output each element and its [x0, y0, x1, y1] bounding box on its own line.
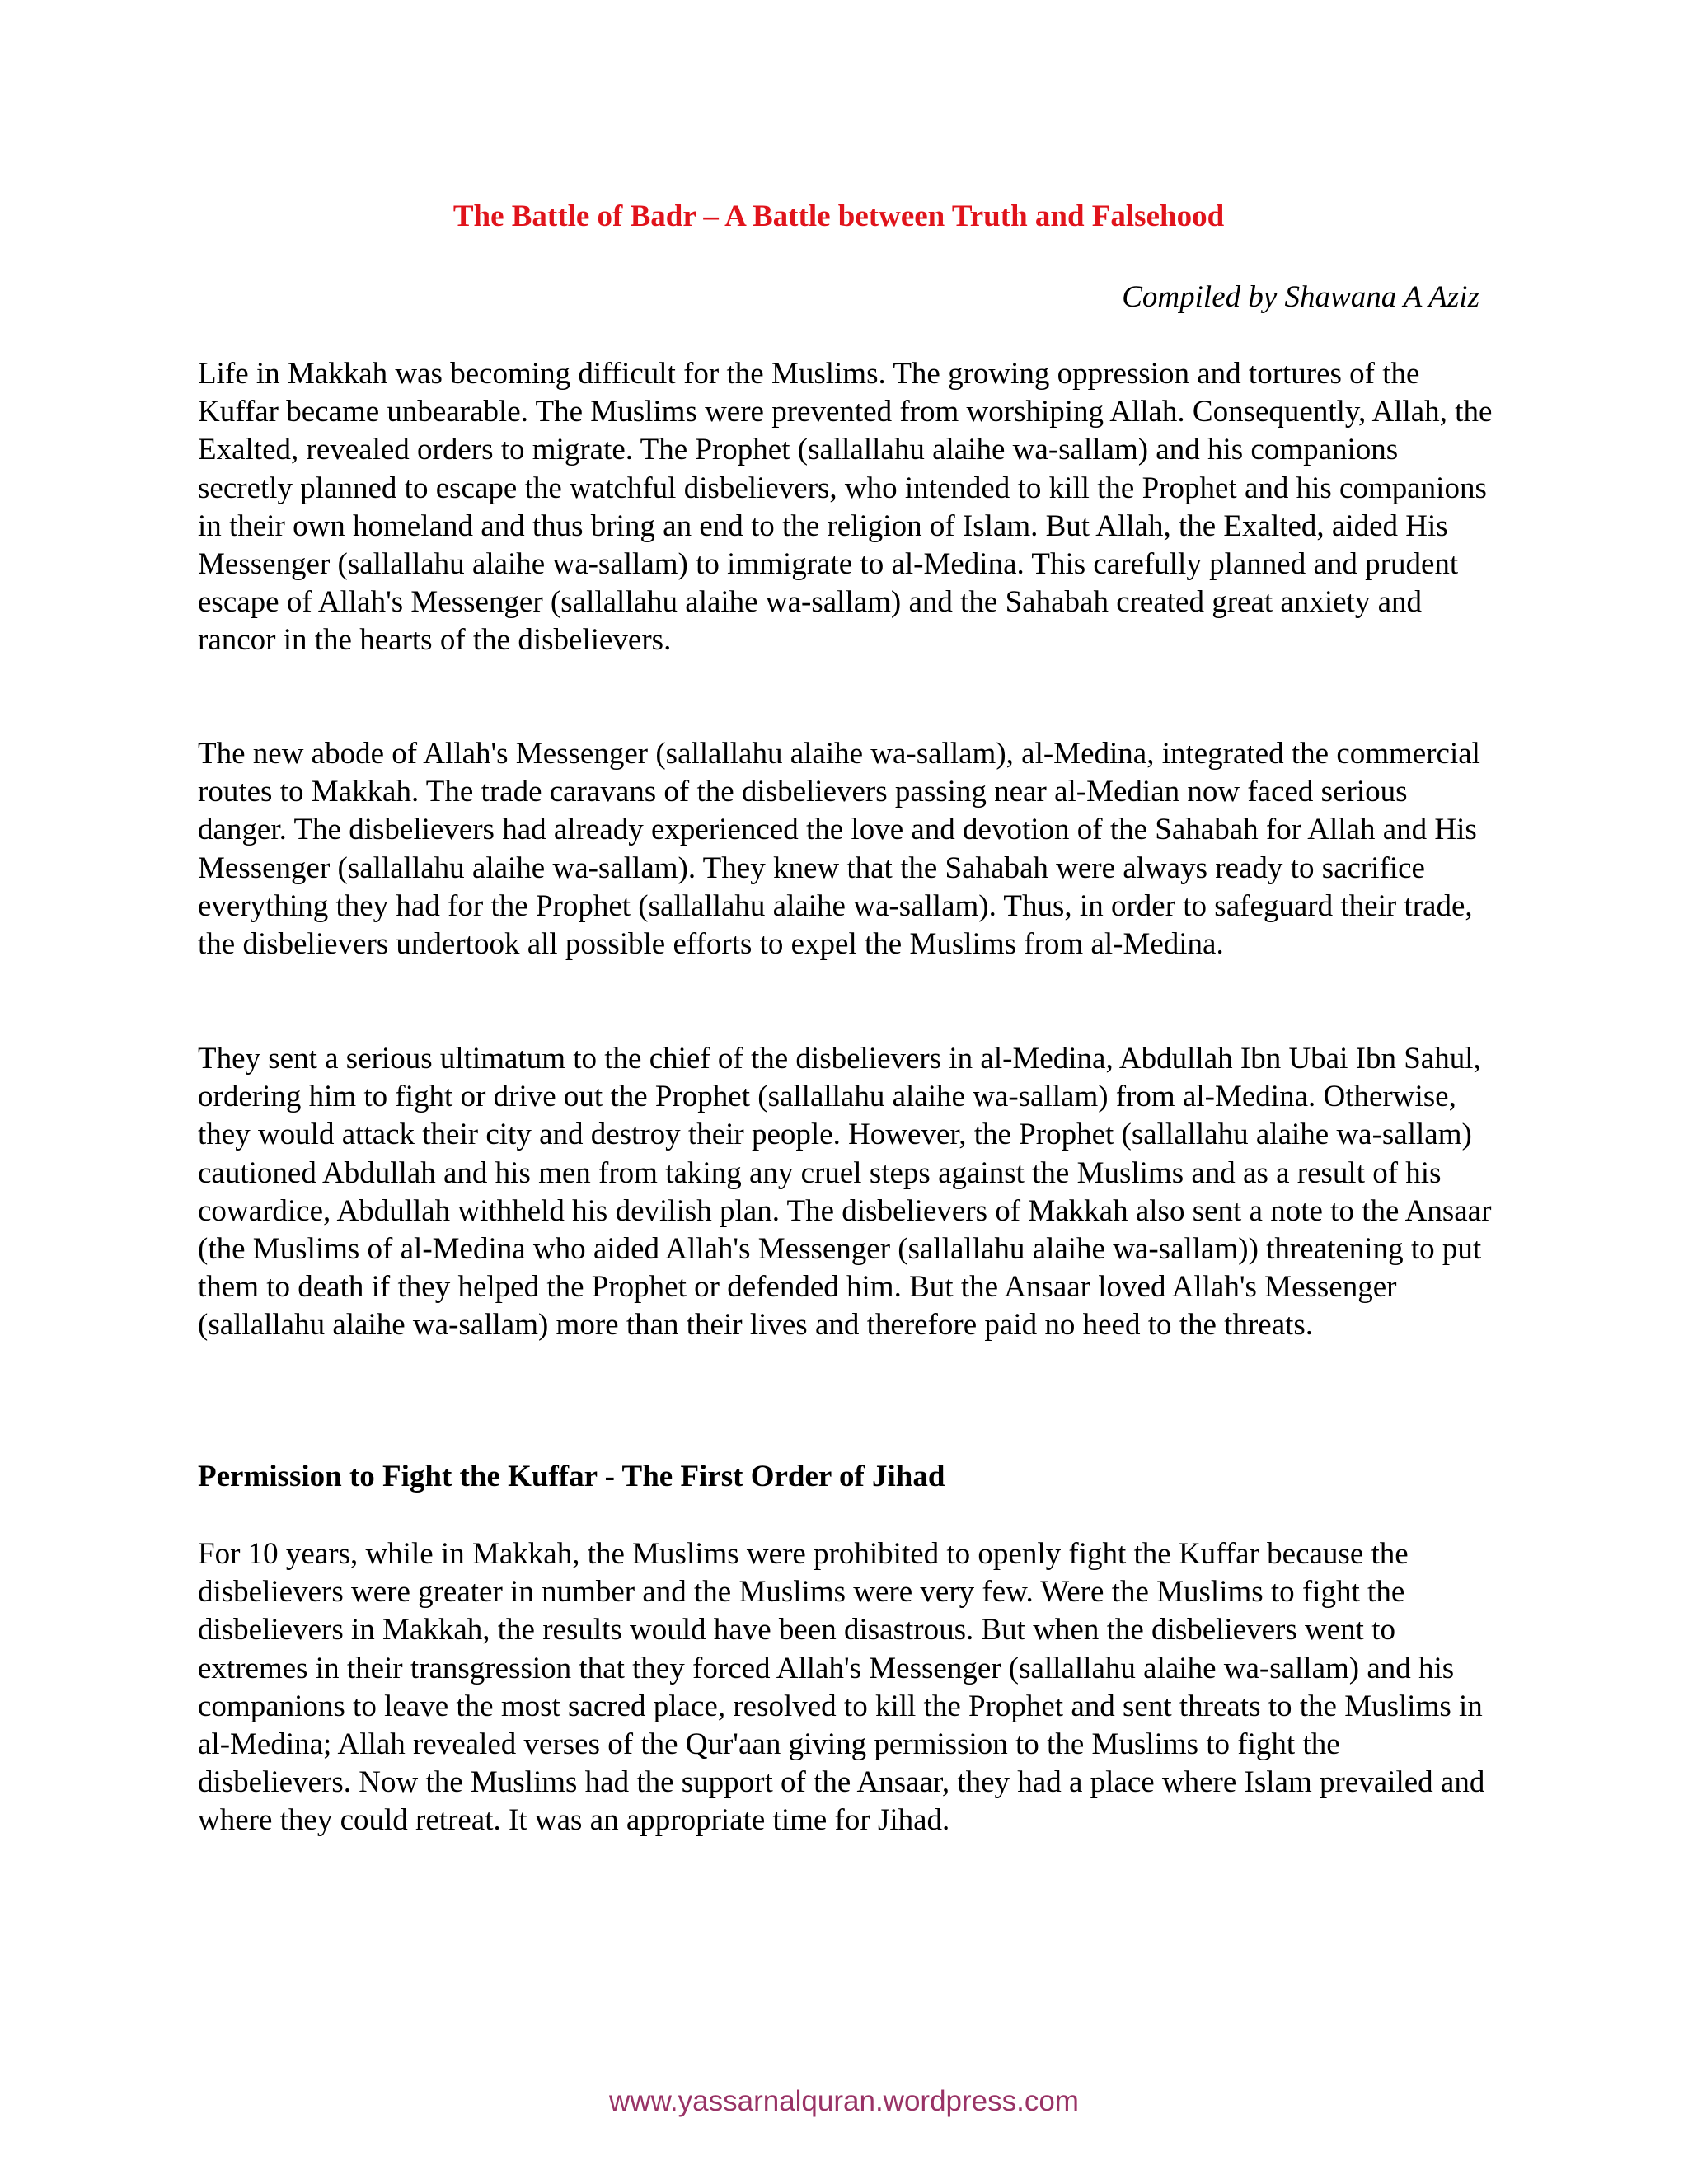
footer-url[interactable]: www.yassarnalquran.wordpress.com [609, 2085, 1079, 2117]
body-paragraph: The new abode of Allah's Messenger (sallallahu alaihe wa-sallam), al-Medina, integrated the commercial routes to Makkah. The trade caravans of the disbelievers passing near al-Median now faced serious danger. The disbelievers had already experienced the love and devotion of the Sahabah for Allah and His Messenger (sallallahu alaihe wa-sallam). They knew that the Sahabah were always ready to sacrifice everything they had for the Prophet (sallallahu alaihe wa-sallam). Thus, in order to safeguard their trade, the disbelievers undertook all possible efforts to expel the Muslims from al-Medina. [198, 737, 1480, 962]
body-paragraph: They sent a serious ultimatum to the chief of the disbelievers in al-Medina, Abdullah Ibn Ubai Ibn Sahul, ordering him to fight or drive out the Prophet (sallallahu alaihe wa-sallam) from al-Medina. Otherwise, they would attack their city and destroy their people. However, the Prophet (sallallahu alaihe wa-sallam) cautioned Abdullah and his men from taking any cruel steps against the Muslims and as a result of his cowardice, Abdullah withheld his devilish plan. The disbelievers of Makkah also sent a note to the Ansaar (the Muslims of al-Medina who aided Allah's Messenger (sallallahu alaihe wa-sallam)) threatening to put them to death if they helped the Prophet or defended him. But the Ansaar loved Allah's Messenger (sallallahu alaihe wa-sallam) more than their lives and therefore paid no heed to the threats. [198, 1042, 1492, 1343]
body-paragraph: Life in Makkah was becoming difficult for the Muslims. The growing oppression and tortures of the Kuffar became unbearable. The Muslims were prevented from worshiping Allah. Consequently, Allah, the Exalted, revealed orders to migrate. The Prophet (sallallahu alaihe wa-sallam) and his companions secretly planned to escape the watchful disbelievers, who intended to kill the Prophet and his companions in their own homeland and thus bring an end to the religion of Islam. But Allah, the Exalted, aided His Messenger (sallallahu alaihe wa-sallam) to immigrate to al-Medina. This carefully planned and prudent escape of Allah's Messenger (sallallahu alaihe wa-sallam) and the Sahabah created great anxiety and rancor in the hearts of the disbelievers. [198, 357, 1493, 658]
section-paragraph: For 10 years, while in Makkah, the Muslims were prohibited to openly fight the Kuffar because the disbelievers were greater in number and the Muslims were very few. Were the Muslims to fight the disbelievers in Makkah, the results would have been disastrous. But when the disbelievers went to extremes in their transgression that they forced Allah's Messenger (sallallahu alaihe wa-sallam) and his companions to leave the most sacred place, resolved to kill the Prophet and sent threats to the Muslims in al-Medina; Allah revealed verses of the Qur'aan giving permission to the Muslims to fight the disbelievers. Now the Muslims had the support of the Ansaar, they had a place where Islam prevailed and where they could retreat. It was an appropriate time for Jihad. [198, 1537, 1485, 1838]
author-byline: Compiled by Shawana A Aziz [1122, 280, 1479, 314]
document-title: The Battle of Badr – A Battle between Truth and Falsehood [452, 199, 1225, 233]
section-heading: Permission to Fight the Kuffar - The First Order of Jihad [198, 1460, 945, 1493]
